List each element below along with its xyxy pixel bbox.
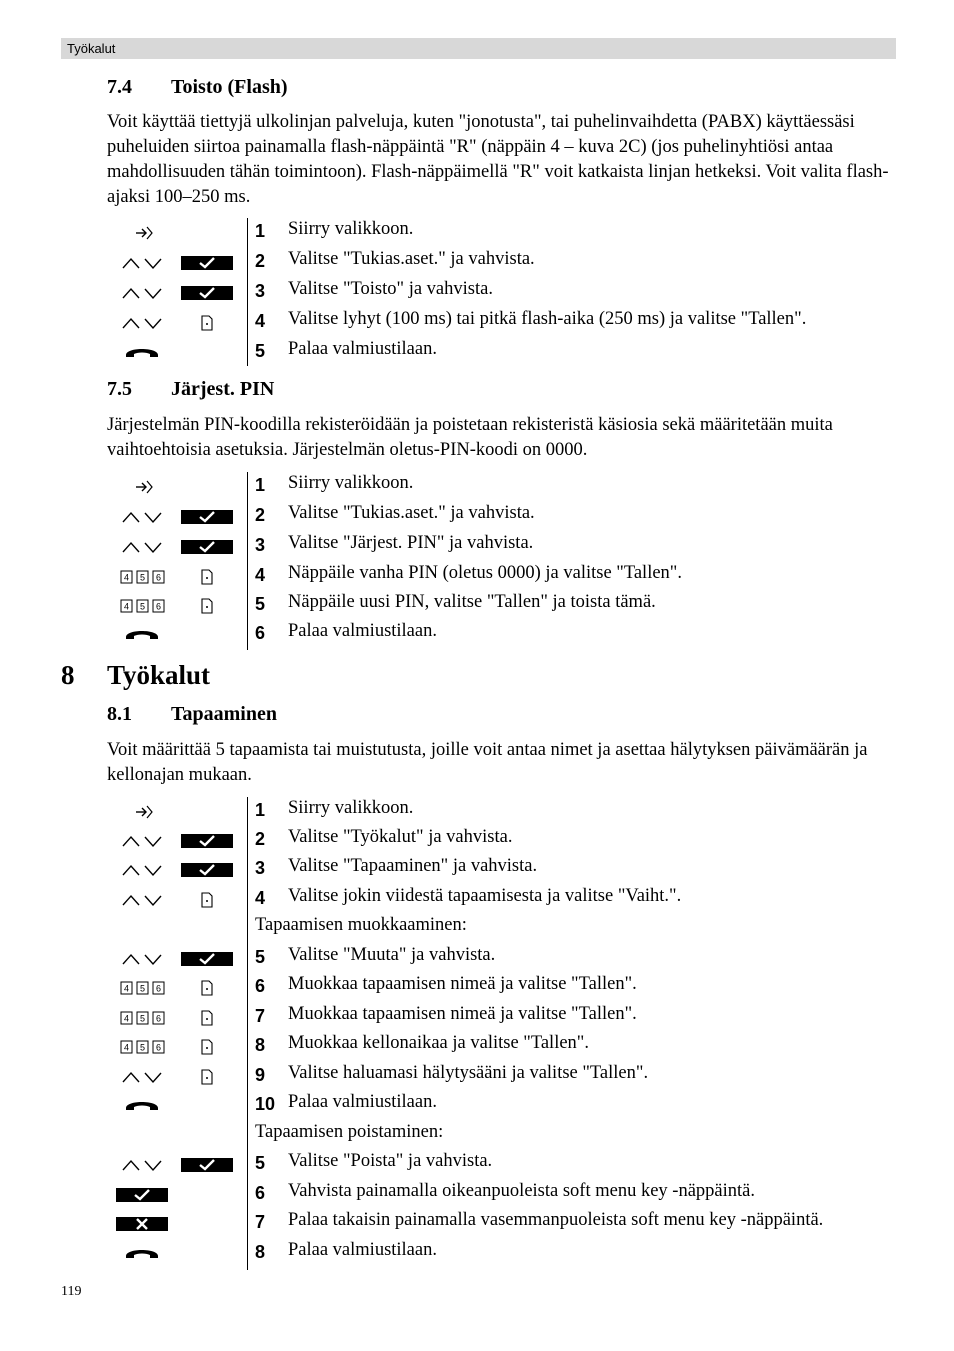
hang-up-key-icon <box>124 627 160 641</box>
svg-text:5: 5 <box>139 1013 146 1024</box>
step-row: 2 Valitse "Tukias.aset." ja vahvista. <box>110 248 896 278</box>
hang-up-key-icon <box>124 1246 160 1260</box>
page-number: 119 <box>61 1284 82 1299</box>
svg-text:5: 5 <box>139 983 146 994</box>
ok-softkey-icon <box>116 1188 168 1202</box>
menu-key-icon <box>134 802 154 822</box>
cancel-softkey-icon <box>116 1217 168 1231</box>
step-row: 10 Palaa valmiustilaan. <box>110 1091 896 1121</box>
soft-key-icon <box>200 598 214 614</box>
step-row: 6 Vahvista painamalla oikeanpuoleista soft menu key -näppäintä. <box>110 1180 896 1210</box>
soft-key-icon <box>200 1069 214 1085</box>
ok-softkey-icon <box>181 256 233 270</box>
svg-text:4: 4 <box>123 572 130 583</box>
navigation-keys-icon <box>121 951 165 967</box>
subheading-row <box>110 914 896 944</box>
svg-text:5: 5 <box>139 1042 146 1053</box>
navigation-keys-icon <box>121 833 165 849</box>
menu-key-icon <box>134 223 154 243</box>
soft-key-icon <box>200 569 214 585</box>
navigation-keys-icon <box>121 1069 165 1085</box>
step-row: 9 Valitse haluamasi hälytysääni ja valitse "Tallen". <box>110 1062 896 1092</box>
keypad-icon <box>120 1040 166 1054</box>
svg-text:4: 4 <box>123 601 130 612</box>
step-row: 4 Valitse jokin viidestä tapaamisesta ja valitse "Vaiht.". <box>110 885 896 915</box>
step-row: 1 Siirry valikkoon. <box>110 472 896 502</box>
svg-text:5: 5 <box>139 601 146 612</box>
section-text-8-1: Voit määrittää 5 tapaamista tai muistutusta, joille voit antaa nimet ja asettaa hälytyksen päivämäärän ja kellonajan mukaan. <box>107 740 868 785</box>
navigation-keys-icon <box>121 255 165 271</box>
step-row: 5 Palaa valmiustilaan. <box>110 338 896 368</box>
keypad-icon <box>120 570 166 584</box>
step-row: 8 Palaa valmiustilaan. <box>110 1239 896 1269</box>
ok-softkey-icon <box>181 952 233 966</box>
step-row: 7 Palaa takaisin painamalla vasemmanpuoleista soft menu key -näppäintä. <box>110 1209 896 1239</box>
ok-softkey-icon <box>181 1158 233 1172</box>
section-heading-7-4: 7.4 Toisto (Flash) <box>107 76 288 98</box>
svg-text:6: 6 <box>155 601 162 612</box>
hang-up-key-icon <box>124 345 160 359</box>
page-header: Työkalut <box>61 38 896 59</box>
svg-text:6: 6 <box>155 1013 162 1024</box>
step-row: 4 Valitse lyhyt (100 ms) tai pitkä flash-aika (250 ms) ja valitse "Tallen". <box>110 308 896 338</box>
soft-key-icon <box>200 892 214 908</box>
chapter-heading-8: 8 Työkalut <box>61 660 211 690</box>
soft-key-icon <box>200 1010 214 1026</box>
step-row: 6 Palaa valmiustilaan. <box>110 620 896 650</box>
step-row: 5 Valitse "Muuta" ja vahvista. <box>110 944 896 974</box>
delete-note: Tapaamisen poistaminen: <box>255 1122 444 1142</box>
step-row: 2 Valitse "Työkalut" ja vahvista. <box>110 826 896 856</box>
navigation-keys-icon <box>121 315 165 331</box>
svg-text:6: 6 <box>155 1042 162 1053</box>
section-heading-7-5: 7.5 Järjest. PIN <box>107 378 275 400</box>
svg-text:4: 4 <box>123 1013 130 1024</box>
navigation-keys-icon <box>121 892 165 908</box>
navigation-keys-icon <box>121 862 165 878</box>
section-text-7-4: Voit käyttää tiettyjä ulkolinjan palveluja, kuten "jonotusta", tai puhelinvaihdetta (PABX) käyttäessäsi puheluiden siirtoa painamalla flash-näppäintä "R" (näppäin 4 – kuva 2C) (jos puhelinyhtiösi antaa mahdollisuuden tähän toimintoon). Flash-näppäimellä "R" voit katkaista linjan hetkeksi. Voit valita flash-ajaksi 100–250 ms. <box>107 112 889 207</box>
edit-note: Tapaamisen muokkaaminen: <box>255 915 467 935</box>
keypad-icon <box>120 599 166 613</box>
svg-text:5: 5 <box>139 572 146 583</box>
svg-text:4: 4 <box>123 983 130 994</box>
step-row: 1 Siirry valikkoon. <box>110 218 896 248</box>
keypad-icon <box>120 981 166 995</box>
section-text-7-5: Järjestelmän PIN-koodilla rekisteröidään ja poistetaan rekisteristä käsiosia sekä määritetään muita vaihtoehtoisia asetuksia. Järjestelmän oletus-PIN-koodi on 0000. <box>107 415 833 460</box>
keypad-icon <box>120 1011 166 1025</box>
soft-key-icon <box>200 315 214 331</box>
step-row: 3 Valitse "Järjest. PIN" ja vahvista. <box>110 532 896 562</box>
subheading-row <box>110 1121 896 1151</box>
menu-key-icon <box>134 477 154 497</box>
hang-up-key-icon <box>124 1098 160 1112</box>
navigation-keys-icon <box>121 509 165 525</box>
ok-softkey-icon <box>181 286 233 300</box>
navigation-keys-icon <box>121 1157 165 1173</box>
soft-key-icon <box>200 1039 214 1055</box>
step-row: 2 Valitse "Tukias.aset." ja vahvista. <box>110 502 896 532</box>
soft-key-icon <box>200 980 214 996</box>
ok-softkey-icon <box>181 834 233 848</box>
navigation-keys-icon <box>121 285 165 301</box>
svg-text:4: 4 <box>123 1042 130 1053</box>
step-row: 3 Valitse "Toisto" ja vahvista. <box>110 278 896 308</box>
svg-text:6: 6 <box>155 572 162 583</box>
step-row: 1 Siirry valikkoon. <box>110 797 896 827</box>
step-row: 4 5 6 5 Näppäile uusi PIN, valitse "Tallen" ja toista tämä. <box>110 591 896 621</box>
step-row: 4 5 6 6 Muokkaa tapaamisen nimeä ja valitse "Tallen". <box>110 973 896 1003</box>
step-row: 3 Valitse "Tapaaminen" ja vahvista. <box>110 855 896 885</box>
step-row: 4 5 6 8 Muokkaa kellonaikaa ja valitse "Tallen". <box>110 1032 896 1062</box>
svg-text:6: 6 <box>155 983 162 994</box>
step-row: 4 5 6 4 Näppäile vanha PIN (oletus 0000) ja valitse "Tallen". <box>110 562 896 592</box>
step-row: 5 Valitse "Poista" ja vahvista. <box>110 1150 896 1180</box>
section-heading-8-1: 8.1 Tapaaminen <box>107 703 277 725</box>
step-row: 4 5 6 7 Muokkaa tapaamisen nimeä ja valitse "Tallen". <box>110 1003 896 1033</box>
ok-softkey-icon <box>181 510 233 524</box>
ok-softkey-icon <box>181 540 233 554</box>
navigation-keys-icon <box>121 539 165 555</box>
ok-softkey-icon <box>181 863 233 877</box>
